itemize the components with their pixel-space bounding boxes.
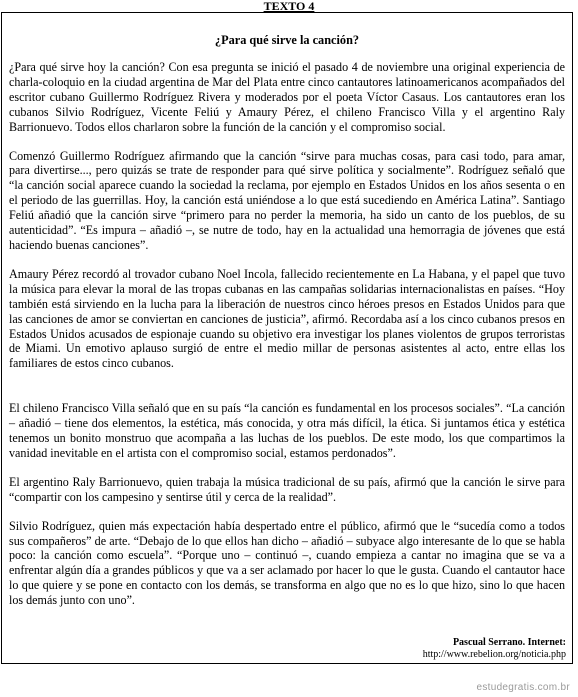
paragraph-5: El argentino Raly Barrionuevo, quien trabaja la música tradicional de su país, afirmó que la canción le sirve para “compartir con los campesino y sentirse útil y cerca de la realidad”. <box>9 474 565 504</box>
source-signature <box>423 637 566 661</box>
article-title: ¿Para qué sirve la canción? <box>214 33 360 47</box>
paragraph-3: Amaury Pérez recordó al trovador cubano Noel Incola, fallecido recientemente en La Habana, y el papel que tuvo la música para elevar la moral de las tropas cubanas en las campañas solidarias internacionalistas en países. “Hoy también está sirviendo en la lucha para la liberación de nuestros cinco héroes presos en Estados Unidos para que las canciones de amor se conviertan en canciones de justicia”, afirmó. Recordaba así a los cinco cubanos presos en Estados Unidos acusados de espionaje cuando su objetivo era investigar los planes violentos de grupos terroristas de Miami. Un emotivo aplauso surgió de entre el medio millar de personas asistentes al acto, entre ellas los familiares de estos cinco cubanos. <box>9 266 565 371</box>
source-url: http://www.rebelion.org/noticia.php <box>422 649 566 660</box>
document-header: TEXTO 4 <box>263 0 315 13</box>
paragraph-4: El chileno Francisco Villa señaló que en su país “la canción es fundamental en los procesos sociales”. “La canción – añadió – tiene dos elementos, la estética, más conocida, y otra más difícil, la ética. Si juntamos ética y estética tenemos un bonito monstruo que acompaña a las luchas de los pueblos. De este modo, los que compartimos la vanidad inevitable en el artista con el compromiso social, estamos perdonados”. <box>9 401 565 460</box>
site-watermark: estudegratis.com.br <box>476 682 570 693</box>
paragraph-6: Silvio Rodríguez, quien más expectación había despertado entre el público, afirmó que le “sucedía como a todos sus compañeros” de arte. “Debajo de lo que ellos han dicho – añadió – subyace algo interesante de lo que se habla poco: la canción como escuela”. “Porque uno – continuó –, cuando empieza a cantar no imagina que se va a enfrentar algún día a grandes públicos y que va a ser aclamado por hacer lo que le gusta. Cuando el cantautor hace lo que quiere y se pone en contacto con los demás, se transforma en algo que no es lo que hizo, sino lo que hacen los demás junto con uno”. <box>9 518 565 608</box>
paragraph-2: Comenzó Guillermo Rodríguez afirmando que la canción “sirve para muchas cosas, para casi todo, para amar, para divertirse..., pero quizás se trate de responder para qué sirve política y socialmente”. Rodríguez señaló que “la canción social aparece cuando la sociedad la reclama, por ejemplo en Estados Unidos en los años sesenta o en el periodo de las guerrillas. Hoy, la canción está uniéndose a lo que está sucediendo en América Latina”. Santiago Feliú añadió que la canción sirve “primero para no perder la memoria, ha sido un canto de los pueblos, de su autenticidad”. “Es impura – añadió –, se nutre de todo, hay en la actualidad una hemorragia de jóvenes que está haciendo buenas canciones”. <box>9 148 565 252</box>
source-author: Pascual Serrano. Internet: <box>452 637 566 648</box>
paragraph-1: ¿Para qué sirve hoy la canción? Con esa pregunta se inició el pasado 4 de noviembre una original experiencia de charla-coloquio en la ciudad argentina de Mar del Plata entre cinco cantautores latinoamericanos acompañados del escritor cubano Guillermo Rodríguez Rivera y moderados por el poeta Víctor Casaus. Los cantautores eran los cubanos Silvio Rodríguez, Vicente Feliú y Amaury Pérez, el chileno Francisco Villa y el argentino Raly Barrionuevo. Todos ellos charlaron sobre la función de la canción y el compromiso social. <box>9 60 565 134</box>
text-frame <box>1 12 573 664</box>
